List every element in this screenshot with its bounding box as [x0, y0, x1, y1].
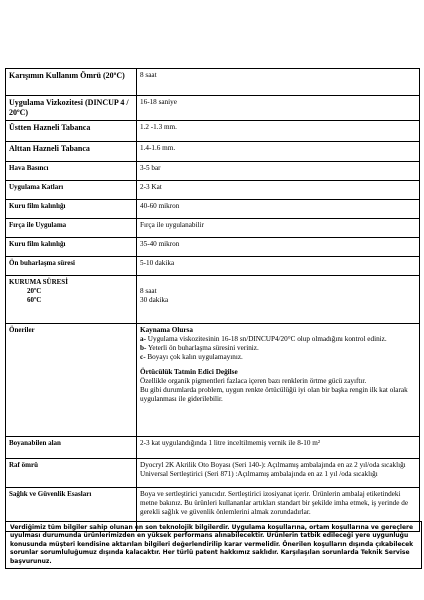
drying-time-row — [6, 276, 420, 324]
coverage-text-1: Özellikle organik pigmentleri fazlaca içeren bazı renklerin örtme gücü zayıftır. — [140, 377, 367, 385]
spec-key: Kuru film kalınlığı — [6, 238, 137, 257]
spec-value: 40-60 mikron — [137, 200, 420, 219]
spec-key: Fırça ile Uygulama — [6, 219, 137, 238]
spec-value: 2-3 Kat — [137, 181, 420, 200]
shelf-life-line-1: Dyocryl 2K Akrilik Oto Boyası (Seri 140-): Açılmamış ambalajında en az 2 yıl/oda sıcaklığı — [140, 461, 406, 469]
shelf-life-value — [137, 459, 420, 488]
shelf-life-key: Raf ömrü — [6, 459, 137, 488]
recommendations-key: Öneriler — [6, 324, 137, 437]
spec-value: 16-18 saniye — [137, 96, 420, 121]
coverage-heading: Örtücülük Tatmin Edici Değilse — [140, 368, 238, 376]
spec-value: Fırça ile uygulanabilir — [137, 219, 420, 238]
spec-row — [6, 121, 420, 142]
spec-row — [6, 96, 420, 121]
spec-row — [6, 181, 420, 200]
spec-row — [6, 257, 420, 276]
drying-time-key — [6, 276, 137, 324]
spec-value: 35-40 mikron — [137, 238, 420, 257]
spec-table — [5, 68, 420, 532]
coverage-area-key: Boyanabilen alan — [6, 437, 137, 459]
spec-row — [6, 69, 420, 96]
spec-row — [6, 162, 420, 181]
recommendations-row — [6, 324, 420, 437]
spec-key: Kuru film kalınlığı — [6, 200, 137, 219]
spec-row — [6, 219, 420, 238]
boiling-item-c: c- Boyayı çok kalın uygulamayınız. — [140, 353, 243, 361]
shelf-life-line-2: Universal Sertleştirici (Seri 871) :Açılmamış ambalajında en az 1 yıl /oda sıcaklığı — [140, 470, 378, 478]
spec-key: Alttan Hazneli Tabanca — [6, 142, 137, 162]
safety-value: Boya ve sertleştirici yanıcıdır. Sertleştirici izosiyanat içerir. Ürünlerin ambalaj etiketindeki metne bakınız. Bu ürünleri kullananlar artıkları standart bir şekilde imha etmek, iş yerinde de gerekli sağlık ve güvenlik önlemlerini almak zorundadırlar. — [137, 488, 420, 532]
spec-value: 1.2 -1.3 mm. — [137, 121, 420, 142]
spec-row — [6, 238, 420, 257]
coverage-area-row — [6, 437, 420, 459]
spec-key: Üstten Hazneli Tabanca — [6, 121, 137, 142]
safety-key: Sağlık ve Güvenlik Esasları — [6, 488, 137, 532]
drying-time-value — [137, 276, 420, 324]
boiling-item-b: b- Yeterli ön buharlaşma süresini veriniz. — [140, 344, 259, 352]
shelf-life-row — [6, 459, 420, 488]
spec-key: Karışımın Kullanım Ömrü (20ºC) — [6, 69, 137, 96]
spec-row — [6, 200, 420, 219]
boiling-heading: Kaynama Olursa — [140, 326, 193, 334]
boiling-item-a: a- Uygulama viskozitesinin 16-18 sn/DINCUP4/20°C olup olmadığını kontrol ediniz. — [140, 335, 387, 343]
spec-key: Uygulama Vizkozitesi (DINCUP 4 / 20ºC) — [6, 96, 137, 121]
coverage-text-2: Bu gibi durumlarda problem, uygun renkte örtücülüğü iyi olan bir başka rengin ilk kat olarak uygulanması ile giderilebilir. — [140, 386, 408, 403]
drying-temp-60: 60ºC — [27, 296, 42, 304]
spec-key: Ön buharlaşma süresi — [6, 257, 137, 276]
spec-value: 5-10 dakika — [137, 257, 420, 276]
recommendations-value — [137, 324, 420, 437]
spec-value: 8 saat — [137, 69, 420, 96]
disclaimer-box: Verdiğimiz tüm bilgiler sahip olunan en son teknolojik bilgilerdir. Uygulama koşullarına, ortam koşullarına ve gereçlere uyulması durumunda ürünlerimizden en yüksek performans alınabilecektir. Ürünlerin tatbik edileceği yere uygunluğu konusunda müşteri kendisine aktarılan bilgileri değerlendirilip karar vermelidir. Önerilen koşulların dışında çıkabilecek sorunlar sorumluluğumuz dışında kalacaktır. Her türlü patent hakkımız saklıdır. Karşılaşılan sorunlarda Teknik Servise başvurunuz. — [5, 521, 422, 569]
drying-temp-20: 20ºC — [27, 287, 42, 295]
drying-value-20: 8 saat — [140, 287, 157, 295]
spec-value: 1.4-1.6 mm. — [137, 142, 420, 162]
spec-key: Uygulama Katları — [6, 181, 137, 200]
spec-row — [6, 142, 420, 162]
drying-time-title: KURUMA SÜRESİ — [9, 278, 68, 286]
spec-key: Hava Basıncı — [6, 162, 137, 181]
spec-value: 3-5 bar — [137, 162, 420, 181]
drying-value-60: 30 dakika — [140, 296, 169, 304]
coverage-area-value: 2-3 kat uygulandığında 1 litre inceltilmemiş vernik ile 8-10 m² — [137, 437, 420, 459]
